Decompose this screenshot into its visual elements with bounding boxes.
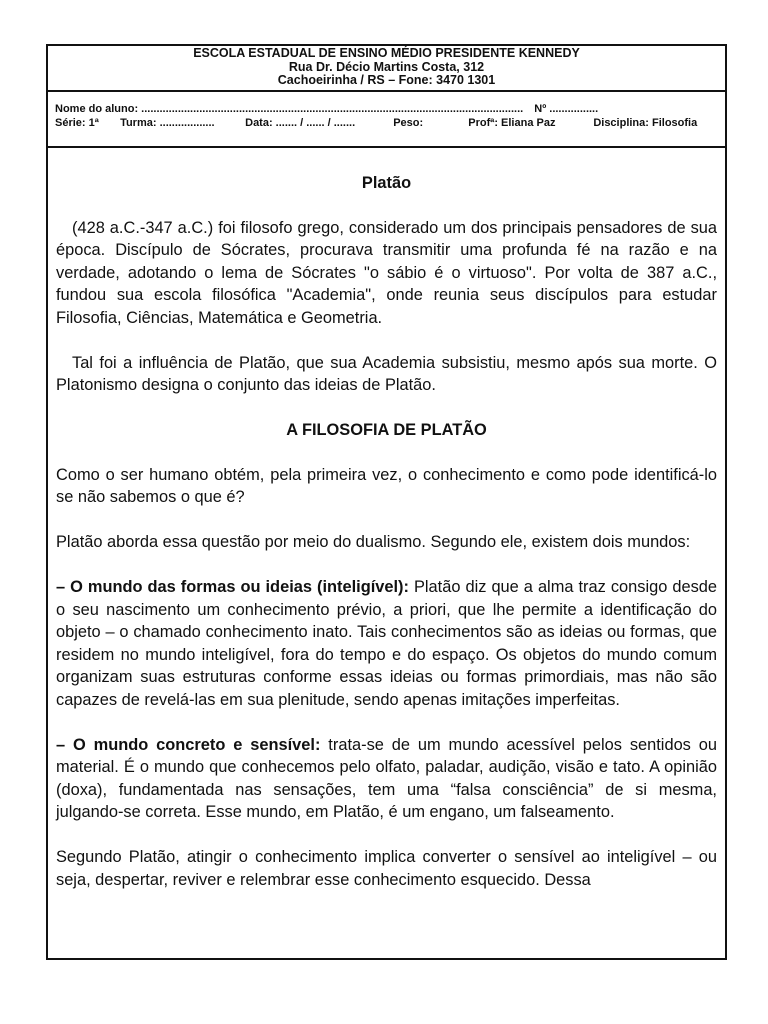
paragraph-question: Como o ser humano obtém, pela primeira vez, o conhecimento e como pode identificá-lo se não sabemos o que é? xyxy=(56,465,717,506)
document-sheet xyxy=(46,44,727,960)
student-number-field: Nº ................ xyxy=(534,103,599,115)
sensible-world-heading: – O mundo concreto e sensível: xyxy=(56,735,321,754)
paragraph-intro: (428 a.C.-347 a.C.) foi filosofo grego, considerado um dos principais pensadores de sua época. Discípulo de Sócrates, procurava transmitir uma profunda fé na razão e na verdade, adotando o lema de Sócrates "o sábio é o virtuoso". Por volta de 387 a.C., fundou sua escola filosófica "Academia", onde reunia seus discípulos para estudar Filosofia, Ciências, Matemática e Geometria. xyxy=(56,218,717,327)
sensible-world-text: trata-se de um mundo acessível pelos sentidos ou material. É o mundo que conhecemos pelo olfato, paladar, audição, visão e tato. A opinião (doxa), fundamentada nas sensações, tem uma “falsa consciência” de si mesma, julgando-se correta. Esse mundo, em Platão, é um engano, um falseamento. xyxy=(56,735,717,821)
peso-field: Peso: xyxy=(393,117,424,129)
paragraph-conclusion: Segundo Platão, atingir o conhecimento implica converter o sensível ao inteligível – ou seja, despertar, reviver e relembrar esse conhecimento esquecido. Dessa xyxy=(56,848,717,889)
paragraph-sensible-world xyxy=(56,734,717,824)
school-city: Cachoeirinha / RS – Fone: 3470 1301 xyxy=(277,73,496,87)
intelligible-world-heading: – O mundo das formas ou ideias (inteligível): xyxy=(56,578,409,596)
school-name: ESCOLA ESTADUAL DE ENSINO MÉDIO PRESIDENTE KENNEDY xyxy=(193,46,580,60)
turma-field: Turma: .................. xyxy=(120,117,215,129)
paragraph-intelligible-world xyxy=(56,576,717,711)
intelligible-world-text: Platão diz que a alma traz consigo desde o seu nascimento um conhecimento prévio, a priori, que lhe permite a identificação do objeto – o chamado conhecimento inato. Tais conhecimentos são as ideias ou formas, que residem no mundo inteligível, fora do tempo e do espaço. Os objetos do mundo comum organizam suas estruturas conforme essas ideias ou formas primordiais, mas não são capazes de revelá-las em sua plenitude, sendo apenas imitações imperfeitas. xyxy=(56,578,717,709)
document-body xyxy=(48,148,725,891)
student-class-row xyxy=(55,116,725,130)
teacher-field: Profª: Eliana Paz xyxy=(468,117,556,129)
paragraph-dualism: Platão aborda essa questão por meio do dualismo. Segundo ele, existem dois mundos: xyxy=(56,533,691,551)
school-address: Rua Dr. Décio Martins Costa, 312 xyxy=(288,59,485,74)
school-header xyxy=(48,46,725,92)
page-title: Platão xyxy=(361,174,412,192)
student-name-row xyxy=(55,102,725,116)
paragraph-influence: Tal foi a influência de Platão, que sua Academia subsistiu, mesmo após sua morte. O Platonismo designa o conjunto das ideias de Platão. xyxy=(56,353,717,394)
student-info xyxy=(48,92,725,148)
serie-field: Série: 1ª xyxy=(55,117,99,129)
date-field: Data: ....... / ...... / ....... xyxy=(245,117,356,129)
student-name-field: Nome do aluno: ............................................................................................................................. xyxy=(55,103,524,115)
discipline-field: Disciplina: Filosofia xyxy=(593,117,698,129)
section-title: A FILOSOFIA DE PLATÃO xyxy=(286,421,487,439)
